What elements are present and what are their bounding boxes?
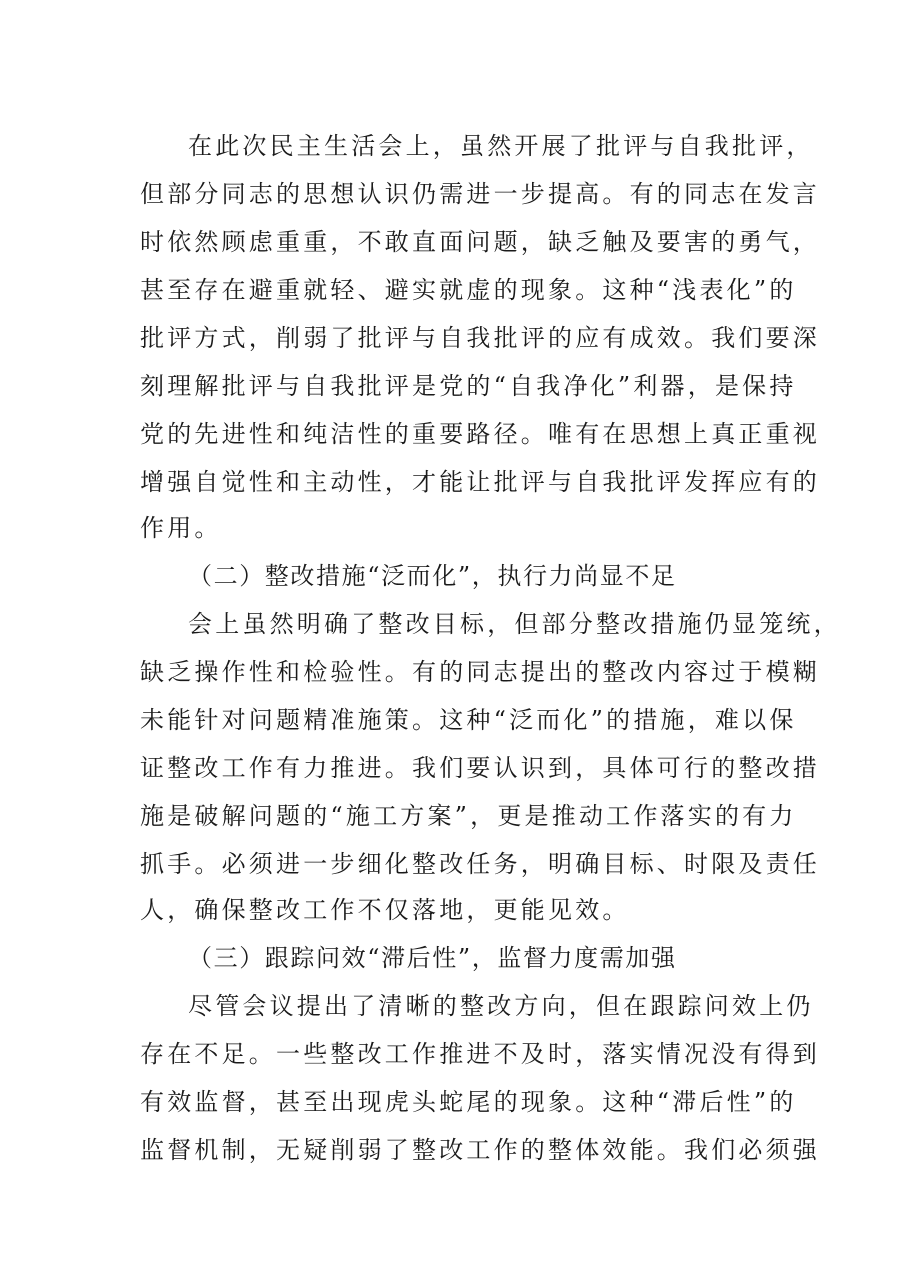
paragraph-1-line-5: 批评方式，削弱了批评与自我批评的应有成效。我们要深 (140, 324, 820, 352)
paragraph-1-line-2: 但部分同志的思想认识仍需进一步提高。有的同志在发言 (140, 180, 820, 208)
paragraph-2-line-2: 缺乏操作性和检验性。有的同志提出的整改内容过于模糊 (140, 658, 820, 686)
paragraph-2-line-1: 会上虽然明确了整改目标，但部分整改措施仍显笼统， (188, 610, 841, 638)
section-heading-2: （二）整改措施“泛而化”，执行力尚显不足 (188, 562, 677, 590)
paragraph-1-line-1: 在此次民主生活会上，虽然开展了批评与自我批评， (188, 132, 814, 160)
paragraph-1-line-7: 党的先进性和纯洁性的重要路径。唯有在思想上真正重视 (140, 420, 820, 448)
section-heading-3: （三）跟踪问效“滞后性”，监督力度需加强 (188, 944, 677, 972)
paragraph-1-line-9: 作用。 (140, 514, 222, 542)
paragraph-3-line-2: 存在不足。一些整改工作推进不及时，落实情况没有得到 (140, 1040, 820, 1068)
paragraph-2-line-7: 人，确保整改工作不仅落地，更能见效。 (140, 896, 630, 924)
paragraph-1-line-6: 刻理解批评与自我批评是党的“自我净化”利器，是保持 (140, 372, 797, 400)
paragraph-3-line-3: 有效监督，甚至出现虎头蛇尾的现象。这种“滞后性”的 (140, 1088, 797, 1116)
paragraph-2-line-4: 证整改工作有力推进。我们要认识到，具体可行的整改措 (140, 754, 820, 782)
paragraph-3-line-1: 尽管会议提出了清晰的整改方向，但在跟踪问效上仍 (188, 992, 814, 1020)
paragraph-3-line-4: 监督机制，无疑削弱了整改工作的整体效能。我们必须强 (140, 1136, 820, 1164)
paragraph-2-line-5: 施是破解问题的“施工方案”，更是推动工作落实的有力 (140, 802, 797, 830)
paragraph-1-line-8: 增强自觉性和主动性，才能让批评与自我批评发挥应有的 (140, 468, 820, 496)
paragraph-1-line-3: 时依然顾虑重重，不敢直面问题，缺乏触及要害的勇气， (140, 228, 820, 256)
paragraph-2-line-3: 未能针对问题精准施策。这种“泛而化”的措施，难以保 (140, 706, 797, 734)
paragraph-2-line-6: 抓手。必须进一步细化整改任务，明确目标、时限及责任 (140, 850, 820, 878)
paragraph-1-line-4: 甚至存在避重就轻、避实就虚的现象。这种“浅表化”的 (140, 276, 797, 304)
